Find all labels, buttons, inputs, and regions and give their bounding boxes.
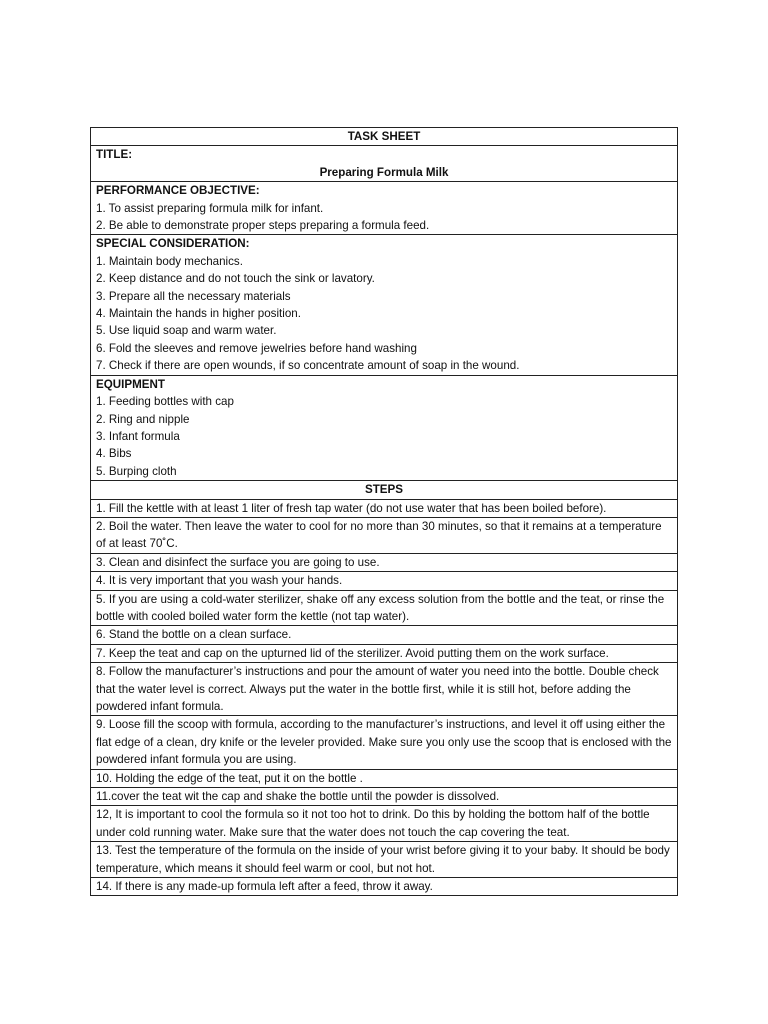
step-row bbox=[91, 841, 677, 877]
step-text: 1. Fill the kettle with at least 1 liter of fresh tap water (do not use water that has been boiled before). bbox=[96, 501, 607, 515]
step-row bbox=[91, 625, 677, 643]
objective-item: 2. Be able to demonstrate proper steps preparing a formula feed. bbox=[96, 219, 430, 233]
step-text: 7. Keep the teat and cap on the upturned lid of the sterilizer. Avoid putting them on the work surface. bbox=[96, 646, 609, 660]
step-row bbox=[91, 553, 677, 571]
equipment-item: 5. Burping cloth bbox=[96, 464, 177, 478]
step-text: 11.cover the teat wit the cap and shake the bottle until the powder is dissolved. bbox=[96, 790, 500, 804]
sheet-header: TASK SHEET bbox=[347, 130, 421, 143]
step-row bbox=[91, 787, 677, 805]
step-row bbox=[91, 662, 677, 715]
objective-section bbox=[91, 181, 677, 234]
step-text: 12, It is important to cool the formula so it not too hot to drink. Do this by holding the bottom half of the bottle under cold running water. Make sure that the water does not touch the cap covering the teat. bbox=[96, 808, 650, 839]
title-value: Preparing Formula Milk bbox=[319, 165, 449, 179]
step-text: 3. Clean and disinfect the surface you are going to use. bbox=[96, 555, 380, 569]
consideration-section bbox=[91, 234, 677, 374]
step-text: 10. Holding the edge of the teat, put it on the bottle . bbox=[96, 771, 363, 785]
step-text: 6. Stand the bottle on a clean surface. bbox=[96, 628, 292, 642]
equipment-item: 4. Bibs bbox=[96, 447, 132, 461]
step-text: 9. Loose fill the scoop with formula, according to the manufacturer’s instructions, and level it off using either the flat edge of a clean, dry knife or the leveler provided. Make sure you only use the scoop that is enclosed with the powdered infant formula you are using. bbox=[96, 718, 672, 767]
consideration-item: 6. Fold the sleeves and remove jewelries before hand washing bbox=[96, 341, 417, 355]
equipment-item: 2. Ring and nipple bbox=[96, 412, 190, 426]
step-row bbox=[91, 805, 677, 841]
step-row bbox=[91, 877, 677, 895]
steps-header: STEPS bbox=[91, 480, 677, 498]
consideration-item: 7. Check if there are open wounds, if so concentrate amount of soap in the wound. bbox=[96, 359, 520, 373]
step-row bbox=[91, 571, 677, 589]
step-text: 13. Test the temperature of the formula on the inside of your wrist before giving it to your baby. It should be body temperature, which means it should feel warm or cool, but not hot. bbox=[96, 844, 670, 875]
title-section bbox=[91, 145, 677, 181]
step-row bbox=[91, 590, 677, 626]
equipment-label: EQUIPMENT bbox=[96, 377, 165, 391]
step-row bbox=[91, 715, 677, 768]
equipment-section bbox=[91, 375, 677, 480]
step-text: 2. Boil the water. Then leave the water to cool for no more than 30 minutes, so that it remains at a temperature of at least 70˚C. bbox=[96, 519, 662, 551]
step-row bbox=[91, 644, 677, 662]
consideration-item: 1. Maintain body mechanics. bbox=[96, 254, 243, 268]
consideration-item: 4. Maintain the hands in higher position. bbox=[96, 307, 301, 321]
consideration-item: 5. Use liquid soap and warm water. bbox=[96, 324, 277, 338]
title-label: TITLE: bbox=[96, 148, 133, 162]
step-row bbox=[91, 499, 677, 517]
consideration-item: 2. Keep distance and do not touch the sink or lavatory. bbox=[96, 272, 375, 286]
consideration-item: 3. Prepare all the necessary materials bbox=[96, 289, 291, 303]
step-text: 8. Follow the manufacturer’s instructions and pour the amount of water you need into the bottle. Double check that the water level is correct. Always put the water in the bottle first, while it is still hot, before adding the powdered infant formula. bbox=[96, 665, 659, 713]
step-text: 14. If there is any made-up formula left after a feed, throw it away. bbox=[96, 880, 433, 894]
objective-label: PERFORMANCE OBJECTIVE: bbox=[96, 184, 260, 198]
step-text: 4. It is very important that you wash your hands. bbox=[96, 574, 343, 588]
consideration-label: SPECIAL CONSIDERATION: bbox=[96, 237, 250, 251]
step-text: 5. If you are using a cold-water sterilizer, shake off any excess solution from the bottle and the teat, or rinse the bottle with cooled boiled water form the kettle (not tap water). bbox=[96, 592, 665, 623]
equipment-item: 1. Feeding bottles with cap bbox=[96, 395, 234, 409]
objective-item: 1. To assist preparing formula milk for infant. bbox=[96, 201, 324, 215]
step-row bbox=[91, 769, 677, 787]
step-row bbox=[91, 517, 677, 553]
equipment-item: 3. Infant formula bbox=[96, 429, 180, 443]
task-sheet-table bbox=[90, 127, 678, 896]
